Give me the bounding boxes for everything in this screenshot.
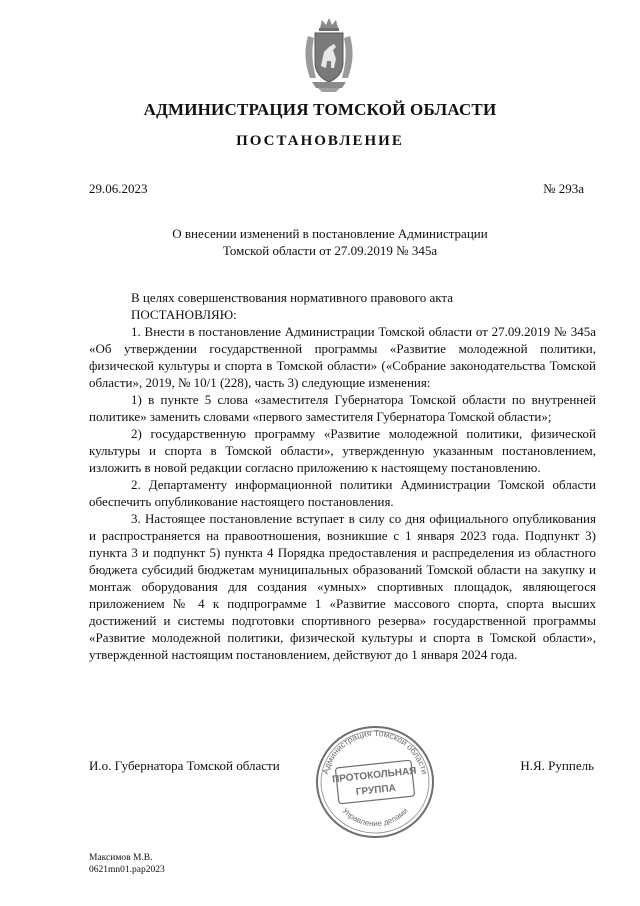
footer-author: Максимов М.В.	[89, 853, 153, 863]
body-paragraph: ПОСТАНОВЛЯЮ:	[131, 307, 237, 322]
signatory-position: И.о. Губернатора Томской области	[89, 758, 280, 773]
body-paragraph: 1. Внести в постановление Администрации Томской области от 27.09.2019 № 345а «Об утверждении государственной программы «Развитие молодежной политики, физической культуры и спорта в Томской области» («Собрание законодательства Томской области», 2019, № 10/1 (228), часть 3) следующие изменения:	[89, 324, 596, 390]
official-stamp	[313, 722, 437, 840]
body-paragraph: 3. Настоящее постановление вступает в силу со дня официального опубликования и распространяется на правоотношения, возникшие с 1 января 2023 года. Подпункт 3) пункта 3 и подпункт 5) пункта 4 Порядка предоставления и распределения из областного бюджета субсидий бюджетам муниципальных образований Томской области на закупку и монтаж оборудования для создания «умных» спортивных площадок, являющегося приложением № 4 к подпрограмме 1 «Развитие массового спорта, спорта высших достижений и системы подготовки спортивного резерва» государственной программы «Развитие молодежной политики, физической культуры и спорта в Томской области», утвержденной настоящим постановлением, действуют до 1 января 2024 года.	[89, 511, 596, 662]
document-body	[89, 289, 596, 663]
body-paragraph: 2) государственную программу «Развитие молодежной политики, физической культуры и спорта в Томской области», утвержденную указанным постановлением, изложить в новой редакции согласно приложению к настоящему постановлению.	[89, 426, 596, 475]
footer-file: 0621mn01.pap2023	[89, 865, 165, 875]
body-paragraph: 1) в пункте 5 слова «заместителя Губернатора Томской области по внутренней политике» заменить словами «первого заместителя Губернатора Томской области»;	[89, 392, 596, 424]
stamp-outer-text: Администрация Томской области	[320, 727, 430, 776]
coat-of-arms-icon	[300, 16, 358, 94]
subject-line: О внесении изменений в постановление Администрации	[172, 226, 488, 241]
document-number: № 293а	[543, 181, 584, 196]
footer-info	[89, 852, 165, 876]
subject-line: Томской области от 27.09.2019 № 345а	[222, 243, 438, 258]
stamp-center-line: ГРУППА	[355, 782, 397, 799]
document-date: 29.06.2023	[89, 181, 148, 196]
stamp-center-line: ПРОТОКОЛЬНАЯ	[331, 765, 417, 786]
body-paragraph: В целях совершенствования нормативного правового акта	[131, 290, 454, 305]
body-paragraph: 2. Департаменту информационной политики Администрации Томской области обеспечить опубликование настоящего постановления.	[89, 477, 596, 509]
document-type: ПОСТАНОВЛЕНИЕ	[236, 133, 404, 149]
svg-text:Управление делами	[340, 806, 409, 828]
stamp-bottom-text: Управление делами	[340, 806, 410, 829]
organization-title: АДМИНИСТРАЦИЯ ТОМСКОЙ ОБЛАСТИ	[143, 100, 497, 119]
signatory-name: Н.Я. Руппель	[520, 758, 594, 773]
document-subject	[110, 225, 550, 259]
